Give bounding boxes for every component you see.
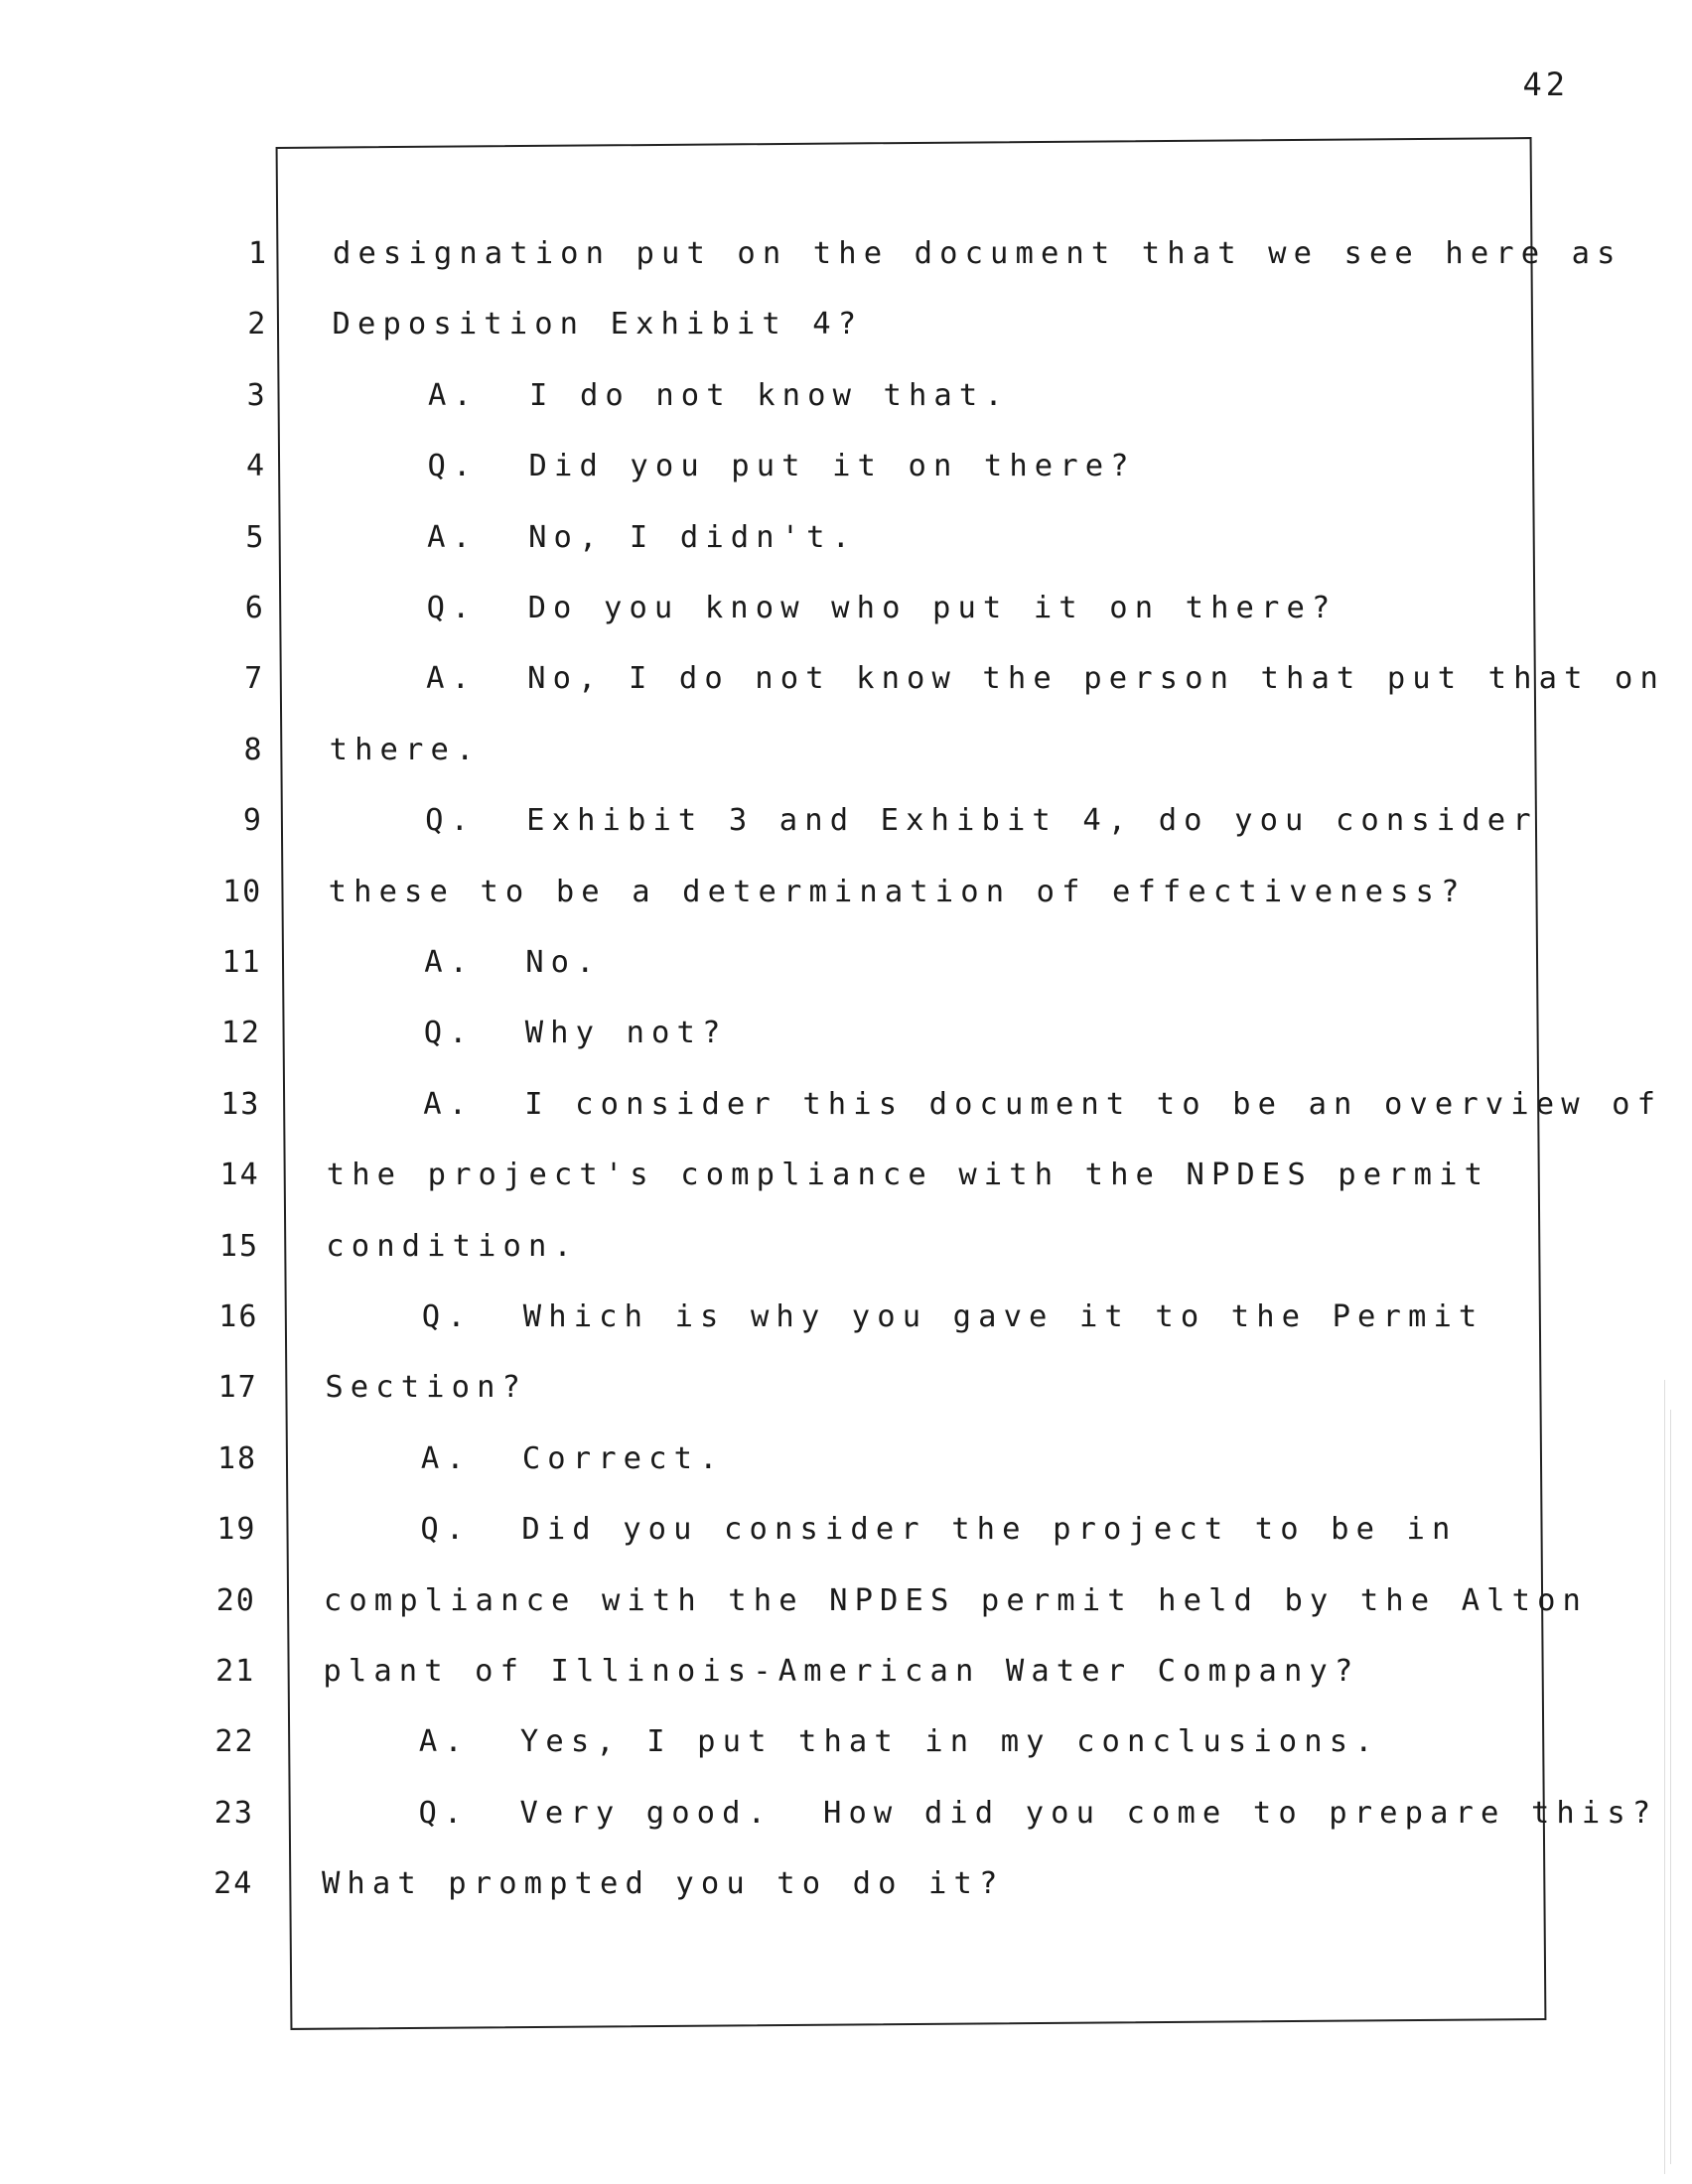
transcript-line xyxy=(0,449,1692,520)
line-number: 10 xyxy=(222,874,263,909)
line-text xyxy=(326,1229,579,1264)
testimony-text: No. xyxy=(525,945,602,980)
line-text xyxy=(422,1299,1484,1334)
line-number: 5 xyxy=(245,519,266,555)
transcript-line xyxy=(0,1370,1692,1441)
line-text xyxy=(424,945,601,980)
line-number: 17 xyxy=(217,1370,258,1406)
line-number: 11 xyxy=(221,945,262,980)
transcript-line xyxy=(0,733,1692,804)
speaker-label: Q. xyxy=(423,1016,475,1051)
speaker-label: Q. xyxy=(418,1795,470,1831)
transcript-line xyxy=(0,1724,1692,1796)
line-text xyxy=(330,733,482,767)
testimony-text: Section? xyxy=(325,1370,528,1406)
speaker-label: Q. xyxy=(427,449,479,484)
transcript-line xyxy=(0,1866,1692,1938)
testimony-text: designation put on the document that we see here as xyxy=(333,236,1622,271)
testimony-text: No, I didn't. xyxy=(528,519,858,555)
line-number: 20 xyxy=(215,1582,256,1618)
speaker-label: A. xyxy=(428,377,479,413)
page-number: 42 xyxy=(1522,66,1569,103)
line-number: 24 xyxy=(213,1866,254,1902)
line-text xyxy=(426,661,1665,696)
testimony-text: Why not? xyxy=(524,1016,728,1051)
line-number: 2 xyxy=(247,307,268,342)
line-text xyxy=(428,378,1010,413)
testimony-text: What prompted you to do it? xyxy=(321,1866,1005,1902)
scan-edge-mark xyxy=(1664,1380,1665,2174)
line-number: 16 xyxy=(218,1299,259,1334)
line-number: 18 xyxy=(216,1440,258,1476)
line-text xyxy=(325,1370,527,1405)
line-text xyxy=(329,875,1467,909)
scan-edge-mark xyxy=(1670,1410,1671,2164)
line-text xyxy=(424,1016,728,1050)
line-number: 3 xyxy=(246,377,267,413)
testimony-text: Do you know who put it on there? xyxy=(527,591,1338,625)
line-number: 22 xyxy=(214,1724,255,1760)
testimony-text: No, I do not know the person that put that on xyxy=(527,661,1665,697)
speaker-label: A. xyxy=(418,1724,470,1760)
line-number: 13 xyxy=(220,1086,261,1122)
transcript-line xyxy=(0,803,1692,875)
speaker-label: A. xyxy=(420,1440,472,1476)
line-text xyxy=(428,449,1136,483)
line-number: 21 xyxy=(215,1654,256,1689)
testimony-text: there. xyxy=(329,732,482,767)
transcript-line xyxy=(0,236,1692,308)
line-text xyxy=(421,1441,725,1476)
testimony-text: Did you consider the project to be in xyxy=(521,1512,1458,1548)
transcript-line xyxy=(0,1299,1692,1371)
testimony-text: Exhibit 3 and Exhibit 4, do you consider xyxy=(526,803,1538,839)
testimony-text: Deposition Exhibit 4? xyxy=(332,307,864,342)
line-text xyxy=(322,1866,1005,1901)
line-number: 7 xyxy=(244,661,265,697)
transcript-line xyxy=(0,945,1692,1017)
transcript-line xyxy=(0,307,1692,378)
testimony-text: Which is why you gave it to the Permit xyxy=(522,1299,1484,1334)
testimony-text: I do not know that. xyxy=(529,377,1010,413)
line-text xyxy=(420,1512,1457,1547)
speaker-label: Q. xyxy=(420,1512,472,1548)
line-number: 6 xyxy=(244,591,265,625)
line-text xyxy=(327,1158,1489,1192)
testimony-text: the project's compliance with the NPDES permit xyxy=(326,1158,1490,1193)
line-number: 23 xyxy=(213,1795,254,1831)
transcript-line xyxy=(0,378,1692,450)
testimony-text: compliance with the NPDES permit held by the Alton xyxy=(323,1582,1589,1618)
speaker-label: A. xyxy=(426,661,478,697)
transcript-line xyxy=(0,875,1692,946)
testimony-text: Very good. How did you come to prepare this? xyxy=(519,1795,1658,1831)
transcript-line xyxy=(0,1016,1692,1087)
line-number: 9 xyxy=(242,803,263,839)
transcript-line xyxy=(0,1158,1692,1229)
testimony-text: Correct. xyxy=(521,1440,725,1476)
transcript-line xyxy=(0,520,1692,592)
transcript-line xyxy=(0,1229,1692,1300)
transcript-line xyxy=(0,1796,1692,1867)
transcript-line xyxy=(0,1512,1692,1583)
speaker-label: Q. xyxy=(425,803,477,839)
testimony-text: I consider this document to be an overview of xyxy=(524,1086,1663,1122)
line-number: 19 xyxy=(216,1512,257,1548)
line-number: 12 xyxy=(220,1016,261,1051)
testimony-text: plant of Illinois-American Water Company? xyxy=(323,1654,1360,1689)
line-text xyxy=(324,1583,1588,1618)
speaker-label: A. xyxy=(427,519,479,555)
testimony-text: Did you put it on there? xyxy=(528,449,1136,484)
line-text xyxy=(427,591,1338,625)
line-text xyxy=(323,1654,1359,1689)
line-text xyxy=(423,1087,1662,1122)
speaker-label: Q. xyxy=(426,591,478,625)
line-text xyxy=(333,236,1622,271)
transcript-line xyxy=(0,591,1692,662)
line-number: 14 xyxy=(219,1158,260,1193)
transcript-line xyxy=(0,1654,1692,1725)
line-text xyxy=(425,803,1538,838)
transcript-line xyxy=(0,1087,1692,1159)
line-text xyxy=(427,520,857,555)
line-text xyxy=(418,1796,1657,1831)
line-text xyxy=(419,1724,1380,1759)
speaker-label: A. xyxy=(423,1086,475,1122)
testimony-text: these to be a determination of effectiveness? xyxy=(328,874,1467,909)
speaker-label: Q. xyxy=(421,1299,473,1334)
line-text xyxy=(333,307,864,341)
testimony-text: condition. xyxy=(326,1228,579,1264)
line-number: 15 xyxy=(218,1228,260,1264)
speaker-label: A. xyxy=(424,945,476,980)
transcript-line xyxy=(0,1583,1692,1655)
transcript-line xyxy=(0,1441,1692,1513)
line-number: 4 xyxy=(246,449,267,484)
line-number: 1 xyxy=(247,236,268,271)
line-number: 8 xyxy=(243,732,264,767)
transcript-line xyxy=(0,661,1692,733)
testimony-text: Yes, I put that in my conclusions. xyxy=(519,1724,1380,1760)
